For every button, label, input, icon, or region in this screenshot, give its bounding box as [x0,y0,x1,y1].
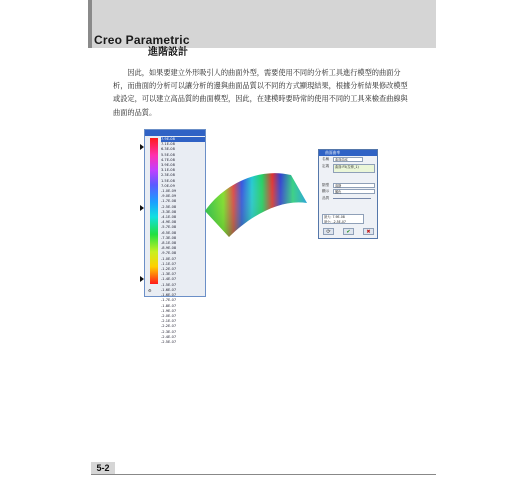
legend-value: -1.7E-07 [161,298,177,303]
color-legend-window [144,129,206,344]
display-label: 顯示 [322,189,330,193]
legend-value: -1.0E-07 [161,256,177,261]
legend-value: -8.1E-08 [161,241,177,246]
legend-titlebar [145,130,205,136]
legend-value: -1.3E-07 [161,272,177,277]
legend-value: -2.2E-07 [161,324,177,329]
header-stripe [88,0,92,48]
display-select[interactable]: 顏色 [333,189,375,194]
legend-value: 7.9E-08 [161,137,205,142]
legend-value: -1.6E-07 [161,287,177,292]
definition-field[interactable]: 曲面:F5(拉伸_1) [333,164,375,173]
legend-tool-icon[interactable]: ⚙ [148,288,152,293]
type-select[interactable]: 高斯 [333,183,375,188]
legend-value: -1.4E-07 [161,277,177,282]
legend-value: 4.7E-08 [161,157,175,162]
legend-value: -9.7E-08 [161,251,177,256]
legend-value: -2.5E-07 [161,339,177,344]
legend-value: -1.1E-07 [161,261,177,266]
legend-value: -5.7E-08 [161,225,177,230]
color-scale-bar [150,138,158,284]
legend-value: -3.3E-08 [161,209,177,214]
legend-value: 2.3E-08 [161,173,175,178]
legend-value: -1.2E-07 [161,267,177,272]
legend-value-list [161,137,205,345]
body-paragraph: 因此，如果要建立外形吸引人的曲面外型，需要使用不同的分析工具進行模型的曲面分析，而曲面的分析可以讓分析的邊與曲面品質以不同的方式顯現結果，根據分析結果修改模型或設定，可以建立高品質的曲面模型，因此，在建模時要時常的使用不同的工具來檢查曲線與曲面的品質。 [113,68,408,117]
quality-slider[interactable] [333,198,371,199]
legend-value: -4.9E-08 [161,220,177,225]
page-number: 5-2 [91,462,115,474]
legend-value: -2.5E-08 [161,204,177,209]
cancel-button[interactable] [363,228,374,235]
legend-value: -1.5E-07 [161,282,177,287]
legend-value: 3.9E-08 [161,163,175,168]
legend-value: -2.4E-07 [161,334,177,339]
legend-value: 7.0E-09 [161,183,175,188]
quality-label: 品質 [322,196,330,200]
legend-value: 5.5E-08 [161,152,175,157]
ok-button[interactable] [343,228,354,235]
legend-value: -1.8E-07 [161,303,177,308]
legend-value: -1.0E-09 [161,189,177,194]
result-max: 最大: 7.9E-08 [324,215,345,219]
legend-value: -1.7E-08 [161,199,177,204]
dialog-title: 曲面曲率 [325,150,341,155]
legend-value: -1.6E-07 [161,293,177,298]
book-title: Creo Parametric [94,33,190,47]
legend-value: -7.3E-08 [161,235,177,240]
name-label: 名稱 [322,157,330,161]
definition-label: 定義 [322,164,330,168]
legend-footer [148,288,202,293]
footer-rule [91,474,436,475]
curvature-analysis-dialog [318,149,378,239]
legend-value: 7.1E-08 [161,142,175,147]
curvature-surface-image [203,165,309,239]
legend-value: -1.9E-07 [161,308,177,313]
legend-value: -6.5E-08 [161,230,177,235]
legend-value: 1.5E-08 [161,178,175,183]
surface-shade [205,173,307,237]
legend-value: -8.9E-08 [161,246,177,251]
check-icon: ✔ [346,229,351,235]
name-field[interactable]: 曲面曲率 [333,157,363,162]
legend-value: -2.0E-07 [161,313,177,318]
legend-value: -2.3E-07 [161,329,177,334]
legend-value: -2.1E-07 [161,319,177,324]
type-label: 類型 [322,183,330,187]
result-box [322,214,364,224]
legend-value: -9.0E-09 [161,194,177,199]
chapter-title: 進階設計 [148,47,188,58]
legend-value: 6.3E-08 [161,147,175,152]
close-icon: ✖ [366,229,371,235]
repeat-button[interactable] [323,228,334,235]
repeat-icon: ⟳ [326,229,331,235]
legend-value: 3.1E-08 [161,168,175,173]
legend-value: -4.1E-08 [161,215,177,220]
result-min: 最小: -2.5E-07 [324,219,346,224]
